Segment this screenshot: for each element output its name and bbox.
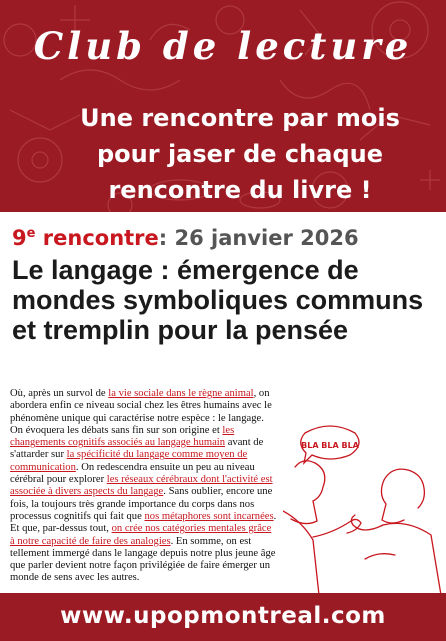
meeting-number: 9e rencontre (12, 226, 159, 250)
meeting-date: : 26 janvier 2026 (158, 226, 359, 250)
header-banner (0, 0, 446, 212)
club-title: Club de lecture (33, 24, 413, 68)
topic-title: Le langage : émergence de mondes symboliques communs et tremplin pour la pensée (12, 255, 424, 345)
description-text: Où, après un survol de la vie sociale dans le règne animal, on abordera enfin ce niveau social chez les êtres humains avec le phénomène unique qui caractérise notre espèce : le langage. On évoquera les débats sans fin sur son origine et les changements cognitifs associés au langage humain avant de s'attarder sur la spécificité du langage comme moyen de communication. On redescendra ensuite un peu au niveau cérébral pour explorer les réseaux cérébraux dont l'activité est associée à divers aspects du langage. Sans oublier, encore une fois, la toujours très grande importance du corps dans nos processus cognitifs qui fait que nos métaphores sont incarnées. Et que, par-dessus tout, on crée nos catégories mentales grâce à notre capacité de faire des analogies. En somme, on est tellement immergé dans le langage depuis notre plus jeune âge que parler devient notre façon privilégiée de faire émerger un monde de sens avec les autres. (10, 388, 277, 584)
footer-banner (0, 593, 446, 641)
tagline: Une rencontre par mois pour jaser de chaque rencontre du livre ! (80, 104, 400, 204)
conversation-illustration (283, 415, 443, 595)
meeting-heading (12, 226, 359, 250)
speech-bubble-text: BLA BLA BLA (301, 441, 359, 450)
website-link[interactable]: www.upopmontreal.com (60, 603, 386, 629)
